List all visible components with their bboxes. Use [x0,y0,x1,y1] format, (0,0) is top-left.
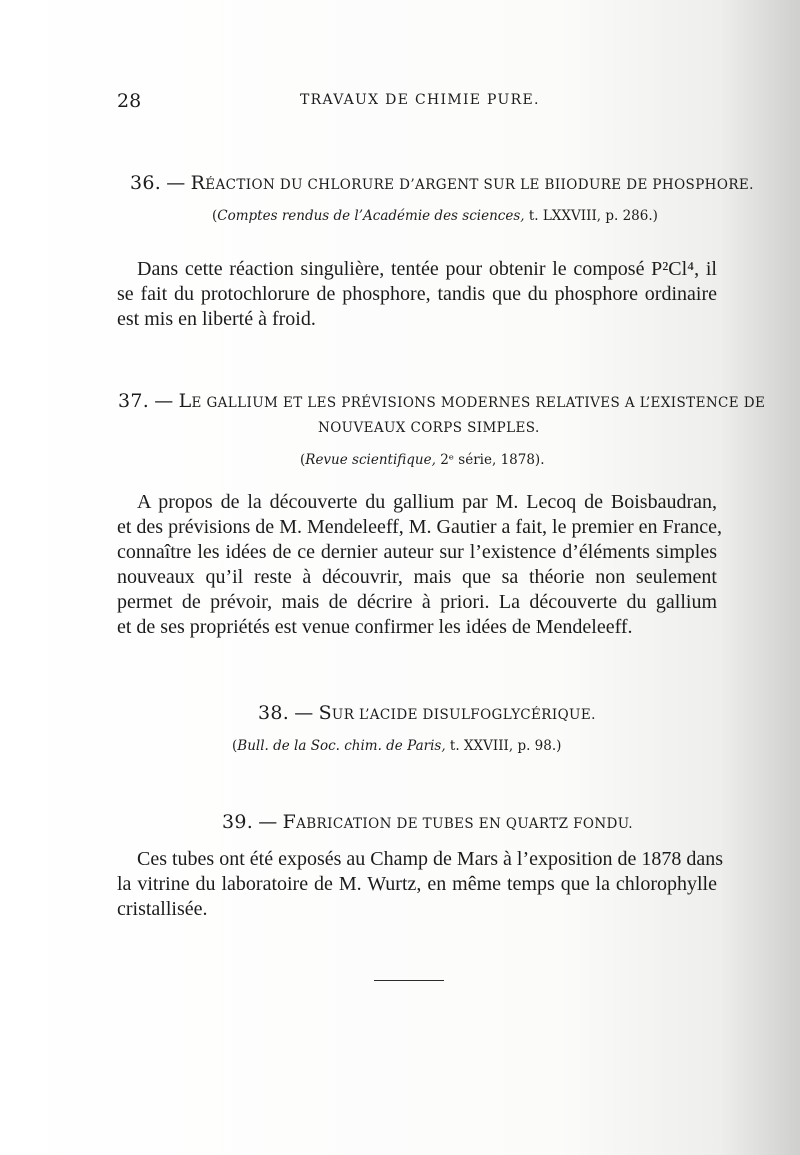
section-36-title-initial: R [190,172,206,194]
section-37-title-cont: NOUVEAUX CORPS SIMPLES. [318,420,540,436]
section-37-heading [118,390,765,412]
section-39-heading [222,811,633,833]
section-38-title: UR L’ACIDE DISULFOGLYCÉRIQUE. [331,707,596,723]
section-38-ref-details: t. XXVIII, p. 98.) [445,738,562,754]
section-39-title-initial: F [282,811,297,833]
section-37-ref-journal: Revue scientifique, [305,452,436,468]
section-39-number: 39. [222,811,254,833]
section-38-title-initial: S [318,702,332,724]
section-36-heading [130,172,754,194]
section-37-title-initial: L [178,390,192,412]
section-36-line-2: se fait du protochlorure de phosphore, tandis que du phosphore ordinaire [117,283,717,305]
section-39-paragraph [117,847,723,922]
section-37-ref-details: 2ᵉ série, 1878). [435,452,545,468]
section-37-line-4: nouveaux qu’il reste à découvrir, mais que sa théorie non seulement [117,566,717,588]
section-37-line-6: et de ses propriétés est venue confirmer les idées de Mendeleeff. [117,616,633,638]
section-36-paragraph [117,257,717,332]
section-37-dash: — [154,390,174,412]
page-number: 28 [117,90,142,112]
section-37-ref-open: ( [300,452,306,468]
section-36-dash: — [166,172,186,194]
section-37-line-5: permet de prévoir, mais de décrire à priori. La découverte du gallium [117,591,717,613]
section-37-title: E GALLIUM ET LES PRÉVISIONS MODERNES RELATIVES A L’EXISTENCE DE [191,395,766,411]
section-37-heading-line-2 [318,418,540,436]
section-37-line-2: et des prévisions de M. Mendeleeff, M. Gautier a fait, le premier en France, [117,516,722,538]
section-37-reference [300,452,544,468]
section-38-ref-journal: Bull. de la Soc. chim. de Paris, [237,738,446,754]
section-39-line-3: cristallisée. [117,898,208,920]
section-36-ref-details: t. LXXVIII, p. 286.) [524,208,658,224]
section-38-number: 38. [258,702,290,724]
section-36-ref-open: ( [212,208,218,224]
section-36-number: 36. [130,172,162,194]
section-38-heading [258,702,596,724]
section-36-line-1: Dans cette réaction singulière, tentée pour obtenir le composé P²Cl⁴, il [137,258,717,280]
section-38-dash: — [294,702,314,724]
section-37-paragraph [117,490,722,640]
section-39-dash: — [258,811,278,833]
section-39-line-1: Ces tubes ont été exposés au Champ de Mars à l’exposition de 1878 dans [137,848,723,870]
section-39-title: ABRICATION DE TUBES EN QUARTZ FONDU. [296,816,634,832]
section-38-ref-open: ( [232,738,238,754]
section-36-reference [212,208,658,224]
section-37-line-1: A propos de la découverte du gallium par M. Lecoq de Boisbaudran, [137,491,717,513]
section-36-title: ÉACTION DU CHLORURE D’ARGENT SUR LE BIIODURE DE PHOSPHORE. [205,177,754,193]
section-38-reference [232,738,561,754]
running-head: TRAVAUX DE CHIMIE PURE. [300,92,540,108]
section-36-ref-journal: Comptes rendus de l’Académie des sciences, [217,208,525,224]
section-37-number: 37. [118,390,150,412]
closing-rule [374,980,444,981]
section-37-line-3: connaître les idées de ce dernier auteur sur l’existence d’éléments simples [117,541,717,563]
section-39-line-2: la vitrine du laboratoire de M. Wurtz, en même temps que la chlorophylle [117,873,717,895]
section-36-line-3: est mis en liberté à froid. [117,308,316,330]
